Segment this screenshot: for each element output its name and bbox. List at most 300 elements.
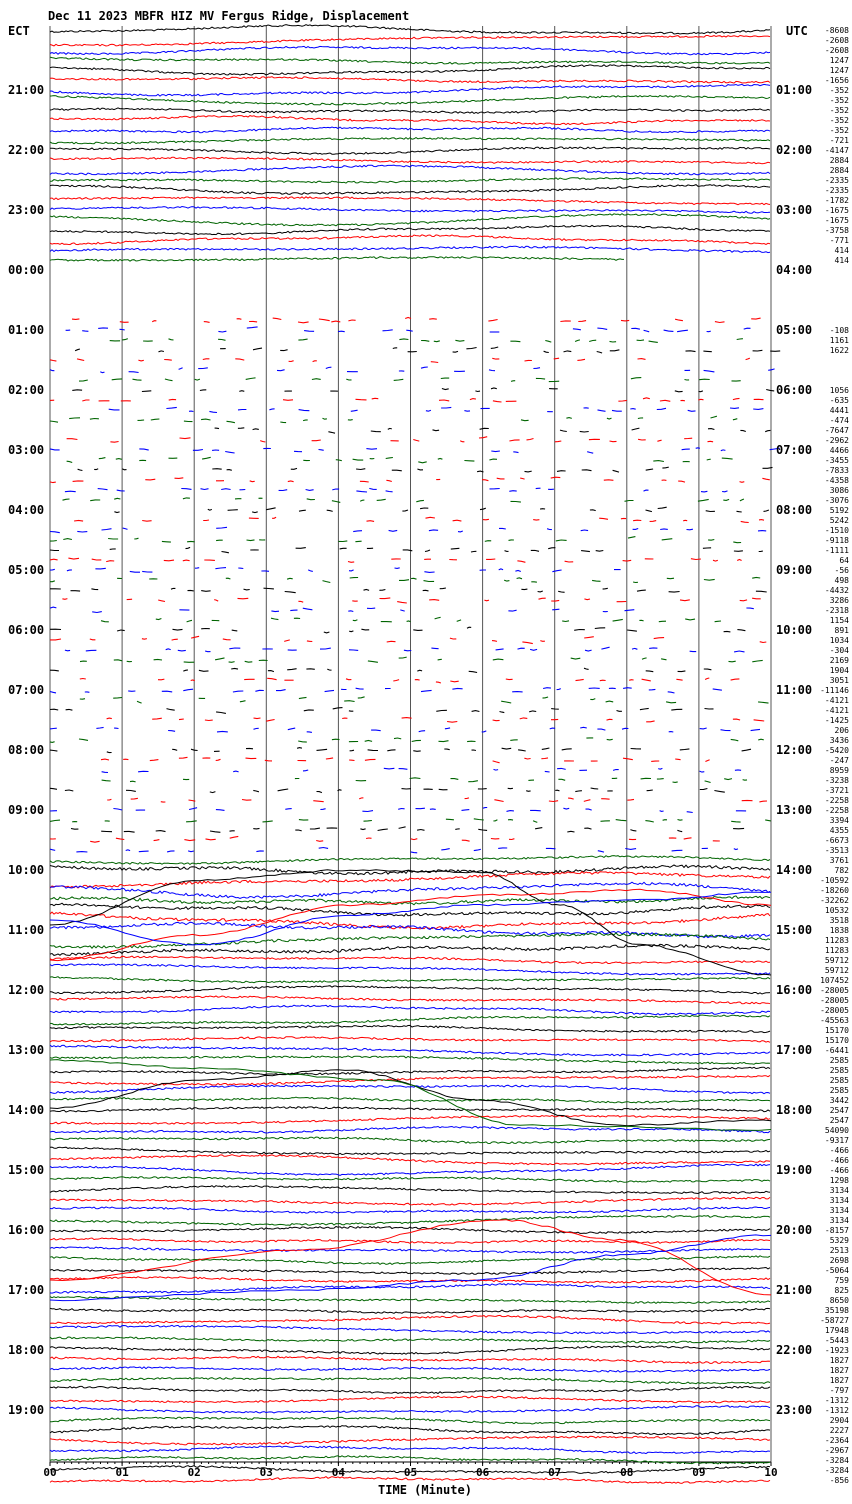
trace-fragment bbox=[50, 559, 58, 560]
trace-fragment bbox=[729, 661, 736, 662]
utc-hour-label: 22:00 bbox=[776, 1343, 812, 1357]
trace-fragment bbox=[313, 361, 317, 362]
trace-fragment bbox=[164, 560, 174, 561]
trace-fragment bbox=[215, 428, 219, 429]
trace-fragment bbox=[260, 441, 265, 442]
trace-fragment bbox=[597, 729, 605, 730]
trace-fragment bbox=[278, 789, 289, 791]
trace-fragment bbox=[379, 590, 385, 591]
trace-fragment bbox=[116, 459, 122, 460]
trace-offset-label: -4432 bbox=[825, 586, 849, 595]
trace-fragment bbox=[130, 571, 140, 572]
trace-fragment bbox=[287, 669, 296, 670]
trace-fragment bbox=[640, 708, 649, 709]
trace-fragment bbox=[574, 630, 585, 631]
trace-fragment bbox=[65, 790, 73, 791]
trace-fragment bbox=[356, 469, 365, 470]
trace-offset-label: -352 bbox=[830, 106, 849, 115]
trace-offset-label: 1161 bbox=[830, 336, 849, 345]
trace-fragment bbox=[124, 831, 135, 832]
trace-fragment bbox=[327, 669, 331, 670]
trace-fragment bbox=[384, 768, 395, 769]
trace-fragment bbox=[662, 467, 668, 468]
trace-fragment bbox=[288, 728, 295, 730]
trace-fragment bbox=[101, 831, 112, 832]
trace-fragment bbox=[731, 821, 740, 822]
trace-fragment bbox=[336, 460, 342, 461]
trace-offset-label: -4121 bbox=[825, 696, 849, 705]
utc-hour-label: 02:00 bbox=[776, 143, 812, 157]
trace-fragment bbox=[632, 648, 637, 649]
ect-hour-label: 16:00 bbox=[8, 1223, 44, 1237]
trace-fragment bbox=[316, 841, 323, 842]
trace-fragment bbox=[162, 691, 172, 692]
trace-fragment bbox=[581, 551, 590, 552]
trace-fragment bbox=[298, 741, 307, 742]
trace-fragment bbox=[242, 800, 251, 801]
trace-fragment bbox=[263, 821, 273, 822]
trace-fragment bbox=[669, 592, 680, 593]
trace-fragment bbox=[417, 670, 422, 671]
trace-fragment bbox=[493, 401, 502, 402]
trace-fragment bbox=[477, 471, 483, 472]
trace-fragment bbox=[90, 419, 99, 420]
trace-fragment bbox=[462, 840, 470, 841]
trace-fragment bbox=[246, 378, 256, 380]
trace-fragment bbox=[633, 520, 641, 521]
trace-offset-label: 11283 bbox=[825, 946, 849, 955]
trace-fragment bbox=[338, 331, 345, 332]
trace-fragment bbox=[50, 742, 55, 743]
trace-offset-label: 2585 bbox=[830, 1056, 849, 1065]
ect-hour-label: 00:00 bbox=[8, 263, 44, 277]
trace-fragment bbox=[297, 748, 302, 749]
trace-fragment bbox=[644, 490, 649, 491]
trace-fragment bbox=[65, 491, 76, 492]
trace-fragment bbox=[102, 772, 108, 773]
trace-fragment bbox=[597, 328, 607, 329]
trace-fragment bbox=[629, 680, 633, 681]
trace-fragment bbox=[272, 517, 276, 518]
trace-fragment bbox=[369, 488, 376, 489]
trace-fragment bbox=[372, 398, 379, 399]
trace-fragment bbox=[641, 778, 651, 779]
trace-fragment bbox=[326, 367, 332, 368]
trace-fragment bbox=[195, 379, 200, 380]
trace-fragment bbox=[122, 469, 126, 470]
trace-fragment bbox=[400, 610, 404, 611]
trace-fragment bbox=[110, 549, 116, 550]
trace-fragment bbox=[660, 811, 664, 812]
trace-fragment bbox=[285, 809, 291, 810]
trace-fragment bbox=[494, 800, 503, 802]
trace-offset-label: -2335 bbox=[825, 186, 849, 195]
trace-offset-label: -352 bbox=[830, 126, 849, 135]
trace-offset-label: -28005 bbox=[820, 996, 849, 1005]
trace-fragment bbox=[187, 620, 192, 622]
trace-fragment bbox=[666, 702, 676, 703]
trace-fragment bbox=[700, 728, 707, 729]
trace-fragment bbox=[312, 379, 321, 380]
trace-fragment bbox=[737, 511, 742, 512]
trace-fragment bbox=[524, 758, 530, 759]
trace-fragment bbox=[108, 539, 118, 540]
trace-fragment bbox=[509, 440, 519, 441]
trace-fragment bbox=[306, 490, 314, 491]
trace-fragment bbox=[364, 590, 370, 591]
trace-fragment bbox=[238, 428, 244, 429]
trace-fragment bbox=[348, 562, 354, 563]
trace-fragment bbox=[533, 821, 537, 823]
trace-fragment bbox=[288, 481, 294, 482]
trace-fragment bbox=[253, 828, 259, 829]
trace-offset-label: -3455 bbox=[825, 456, 849, 465]
trace-fragment bbox=[183, 670, 188, 671]
trace-fragment bbox=[101, 621, 109, 622]
trace-fragment bbox=[582, 470, 592, 471]
trace-fragment bbox=[658, 507, 667, 508]
trace-fragment bbox=[205, 720, 213, 721]
trace-fragment bbox=[699, 391, 703, 392]
trace-fragment bbox=[358, 697, 365, 698]
trace-fragment bbox=[436, 682, 441, 683]
trace-offset-label: 414 bbox=[835, 256, 850, 265]
trace-fragment bbox=[178, 650, 186, 651]
utc-hour-label: 03:00 bbox=[776, 203, 812, 217]
trace-fragment bbox=[167, 709, 175, 711]
trace-fragment bbox=[184, 421, 193, 422]
trace-fragment bbox=[360, 829, 365, 830]
trace-offset-label: 3134 bbox=[830, 1216, 849, 1225]
trace-fragment bbox=[312, 440, 321, 441]
trace-fragment bbox=[630, 830, 636, 831]
trace-fragment bbox=[175, 478, 184, 479]
trace-fragment bbox=[420, 508, 428, 509]
trace-fragment bbox=[501, 701, 511, 703]
trace-offset-label: 3134 bbox=[830, 1206, 849, 1215]
trace-fragment bbox=[498, 848, 507, 849]
trace-fragment bbox=[434, 341, 440, 342]
trace-fragment bbox=[494, 769, 499, 770]
trace-fragment bbox=[216, 527, 227, 528]
trace-fragment bbox=[353, 459, 364, 460]
trace-fragment bbox=[708, 441, 714, 442]
trace-fragment bbox=[204, 322, 210, 323]
trace-fragment bbox=[450, 638, 456, 639]
trace-fragment bbox=[239, 391, 244, 392]
utc-hour-label: 15:00 bbox=[776, 923, 812, 937]
trace-fragment bbox=[117, 630, 125, 631]
trace-fragment bbox=[362, 811, 373, 812]
trace-fragment bbox=[63, 539, 72, 540]
trace-fragment bbox=[442, 389, 449, 390]
x-tick-label: 09 bbox=[692, 1466, 705, 1479]
trace-fragment bbox=[349, 760, 354, 761]
trace-fragment bbox=[515, 571, 520, 572]
trace-fragment bbox=[510, 740, 517, 741]
trace-fragment bbox=[667, 578, 674, 579]
trace-fragment bbox=[633, 528, 639, 529]
trace-offset-label: -721 bbox=[830, 136, 849, 145]
trace-fragment bbox=[95, 568, 105, 569]
trace-fragment bbox=[646, 721, 654, 722]
trace-offset-label: -856 bbox=[830, 1476, 849, 1485]
trace-fragment bbox=[518, 648, 525, 649]
trace-fragment bbox=[613, 470, 619, 472]
trace-fragment bbox=[50, 541, 57, 542]
trace-fragment bbox=[96, 727, 103, 728]
trace-fragment bbox=[763, 467, 773, 468]
trace-fragment bbox=[50, 709, 58, 710]
trace-fragment bbox=[73, 481, 84, 482]
trace-fragment bbox=[351, 410, 358, 411]
trace-fragment bbox=[581, 530, 588, 531]
trace-fragment bbox=[255, 690, 263, 691]
trace-fragment bbox=[388, 428, 392, 429]
trace-fragment bbox=[552, 570, 561, 572]
utc-hour-label: 23:00 bbox=[776, 1403, 812, 1417]
trace-offset-label: -11146 bbox=[820, 686, 849, 695]
trace-fragment bbox=[426, 517, 435, 518]
trace-fragment bbox=[142, 521, 151, 522]
trace-offset-label: -2335 bbox=[825, 176, 849, 185]
trace-fragment bbox=[562, 749, 572, 750]
trace-fragment bbox=[296, 548, 306, 549]
trace-offset-label: 759 bbox=[835, 1276, 850, 1285]
trace-fragment bbox=[134, 538, 138, 539]
trace-fragment bbox=[734, 551, 743, 552]
trace-fragment bbox=[303, 770, 308, 771]
trace-offset-label: -474 bbox=[830, 416, 849, 425]
trace-fragment bbox=[355, 541, 361, 542]
trace-fragment bbox=[307, 732, 312, 733]
trace-fragment bbox=[298, 322, 309, 323]
trace-fragment bbox=[399, 827, 406, 829]
trace-offset-label: -8157 bbox=[825, 1226, 849, 1235]
trace-fragment bbox=[638, 418, 643, 419]
trace-fragment bbox=[573, 329, 581, 330]
trace-fragment bbox=[90, 500, 100, 501]
trace-fragment bbox=[109, 409, 120, 410]
trace-offset-label: 4466 bbox=[830, 446, 849, 455]
trace-fragment bbox=[625, 849, 636, 850]
trace-fragment bbox=[607, 418, 612, 419]
trace-fragment bbox=[131, 798, 138, 799]
trace-fragment bbox=[759, 520, 764, 521]
trace-fragment bbox=[455, 829, 459, 830]
trace-fragment bbox=[91, 589, 98, 590]
trace-fragment bbox=[399, 580, 409, 581]
trace-fragment bbox=[677, 330, 688, 332]
trace-fragment bbox=[254, 728, 259, 729]
trace-fragment bbox=[597, 352, 602, 354]
trace-fragment bbox=[429, 600, 439, 601]
trace-fragment bbox=[418, 462, 426, 463]
trace-fragment bbox=[112, 379, 122, 380]
trace-fragment bbox=[405, 318, 411, 319]
trace-fragment bbox=[491, 388, 497, 389]
trace-fragment bbox=[680, 749, 690, 750]
trace-fragment bbox=[180, 438, 191, 439]
trace-fragment bbox=[235, 359, 244, 360]
trace-fragment bbox=[268, 671, 274, 672]
trace-fragment bbox=[419, 731, 425, 732]
trace-offset-label: 35198 bbox=[825, 1306, 849, 1315]
trace-fragment bbox=[657, 440, 661, 441]
trace-fragment bbox=[392, 470, 402, 471]
trace-fragment bbox=[705, 709, 714, 710]
trace-offset-label: 1034 bbox=[830, 636, 849, 645]
trace-fragment bbox=[50, 360, 56, 361]
trace-fragment bbox=[713, 560, 718, 561]
trace-fragment bbox=[439, 789, 448, 790]
trace-fragment bbox=[90, 841, 99, 842]
trace-fragment bbox=[232, 630, 238, 631]
trace-fragment bbox=[380, 598, 391, 599]
trace-fragment bbox=[126, 790, 136, 791]
trace-fragment bbox=[678, 481, 685, 482]
trace-fragment bbox=[424, 581, 435, 582]
trace-fragment bbox=[678, 820, 683, 821]
trace-offset-label: 2547 bbox=[830, 1106, 849, 1115]
trace-fragment bbox=[439, 741, 449, 742]
trace-fragment bbox=[740, 482, 745, 483]
trace-fragment bbox=[280, 350, 287, 351]
trace-offset-label: 5329 bbox=[830, 1236, 849, 1245]
trace-offset-label: 414 bbox=[835, 246, 850, 255]
trace-offset-label: -5443 bbox=[825, 1336, 849, 1345]
x-axis-label: TIME (Minute) bbox=[378, 1483, 472, 1497]
x-tick-label: 01 bbox=[115, 1466, 129, 1479]
trace-fragment bbox=[304, 331, 314, 332]
x-tick-label: 10 bbox=[764, 1466, 777, 1479]
trace-fragment bbox=[478, 829, 487, 830]
utc-hour-label: 13:00 bbox=[776, 803, 812, 817]
trace-offset-label: 8650 bbox=[830, 1296, 849, 1305]
trace-fragment bbox=[299, 697, 307, 698]
ect-hour-label: 04:00 bbox=[8, 503, 44, 517]
trace-fragment bbox=[154, 840, 160, 841]
trace-fragment bbox=[360, 500, 364, 501]
trace-fragment bbox=[188, 851, 194, 852]
trace-fragment bbox=[50, 788, 57, 789]
trace-fragment bbox=[700, 771, 705, 772]
trace-fragment bbox=[203, 520, 209, 521]
utc-hour-label: 12:00 bbox=[776, 743, 812, 757]
trace-fragment bbox=[179, 368, 183, 370]
trace-fragment bbox=[513, 452, 518, 453]
trace-fragment bbox=[502, 748, 512, 749]
trace-offset-label: -2258 bbox=[825, 796, 849, 805]
trace-fragment bbox=[601, 799, 609, 800]
trace-fragment bbox=[617, 711, 622, 712]
ect-hour-label: 08:00 bbox=[8, 743, 44, 757]
trace-fragment bbox=[578, 321, 586, 322]
trace-fragment bbox=[470, 399, 476, 400]
trace-fragment bbox=[598, 410, 606, 411]
trace-fragment bbox=[441, 849, 449, 850]
trace-fragment bbox=[758, 739, 764, 740]
trace-fragment bbox=[509, 839, 514, 840]
trace-fragment bbox=[353, 531, 362, 532]
trace-fragment bbox=[440, 588, 446, 589]
trace-fragment bbox=[491, 451, 500, 452]
trace-fragment bbox=[221, 489, 230, 490]
trace-fragment bbox=[595, 628, 605, 629]
trace-fragment bbox=[649, 689, 656, 690]
trace-fragment bbox=[535, 828, 542, 829]
trace-offset-label: -1923 bbox=[825, 1346, 849, 1355]
trace-fragment bbox=[331, 321, 340, 322]
trace-fragment bbox=[218, 339, 225, 340]
trace-fragment bbox=[488, 320, 497, 322]
ect-hour-label: 07:00 bbox=[8, 683, 44, 697]
trace-fragment bbox=[142, 391, 151, 392]
trace-fragment bbox=[107, 718, 112, 719]
trace-offset-label: -1510 bbox=[825, 526, 849, 535]
trace-fragment bbox=[544, 351, 549, 352]
trace-offset-label: 2227 bbox=[830, 1426, 849, 1435]
trace-fragment bbox=[496, 649, 504, 650]
trace-fragment bbox=[152, 718, 162, 719]
trace-offset-label: -352 bbox=[830, 96, 849, 105]
trace-fragment bbox=[734, 651, 744, 652]
trace-offset-label: -1312 bbox=[825, 1396, 849, 1405]
trace-fragment bbox=[704, 370, 715, 372]
trace-fragment bbox=[253, 429, 259, 430]
trace-offset-label: -8608 bbox=[825, 26, 849, 35]
trace-fragment bbox=[378, 829, 388, 831]
trace-fragment bbox=[707, 331, 711, 332]
ect-hour-label: 17:00 bbox=[8, 1283, 44, 1297]
trace-fragment bbox=[584, 668, 589, 669]
trace-fragment bbox=[530, 649, 537, 650]
trace-fragment bbox=[627, 630, 637, 631]
trace-fragment bbox=[156, 831, 166, 832]
trace-fragment bbox=[545, 341, 551, 343]
trace-fragment bbox=[447, 722, 457, 723]
trace-fragment bbox=[687, 529, 693, 530]
trace-fragment bbox=[733, 719, 740, 720]
trace-fragment bbox=[429, 319, 437, 320]
x-tick-label: 03 bbox=[260, 1466, 273, 1479]
trace-fragment bbox=[557, 768, 566, 769]
chart-title: Dec 11 2023 MBFR HIZ MV Fergus Ridge, Displacement bbox=[48, 9, 409, 23]
trace-fragment bbox=[724, 779, 732, 780]
trace-fragment bbox=[249, 321, 257, 322]
trace-offset-label: -1425 bbox=[825, 716, 849, 725]
trace-offset-label: -635 bbox=[830, 396, 849, 405]
trace-fragment bbox=[216, 810, 225, 811]
trace-fragment bbox=[350, 750, 354, 751]
trace-fragment bbox=[273, 318, 282, 319]
trace-fragment bbox=[585, 650, 592, 651]
trace-offset-label: 1298 bbox=[830, 1176, 849, 1185]
trace-fragment bbox=[424, 572, 434, 573]
trace-fragment bbox=[50, 820, 60, 821]
trace-fragment bbox=[601, 647, 609, 649]
trace-fragment bbox=[356, 688, 364, 689]
trace-fragment bbox=[740, 600, 747, 601]
trace-fragment bbox=[205, 651, 210, 652]
trace-fragment bbox=[698, 499, 709, 501]
trace-fragment bbox=[637, 340, 644, 341]
trace-fragment bbox=[606, 701, 614, 702]
trace-fragment bbox=[399, 339, 408, 340]
trace-fragment bbox=[67, 439, 78, 440]
trace-fragment bbox=[138, 771, 148, 772]
trace-fragment bbox=[484, 600, 489, 601]
